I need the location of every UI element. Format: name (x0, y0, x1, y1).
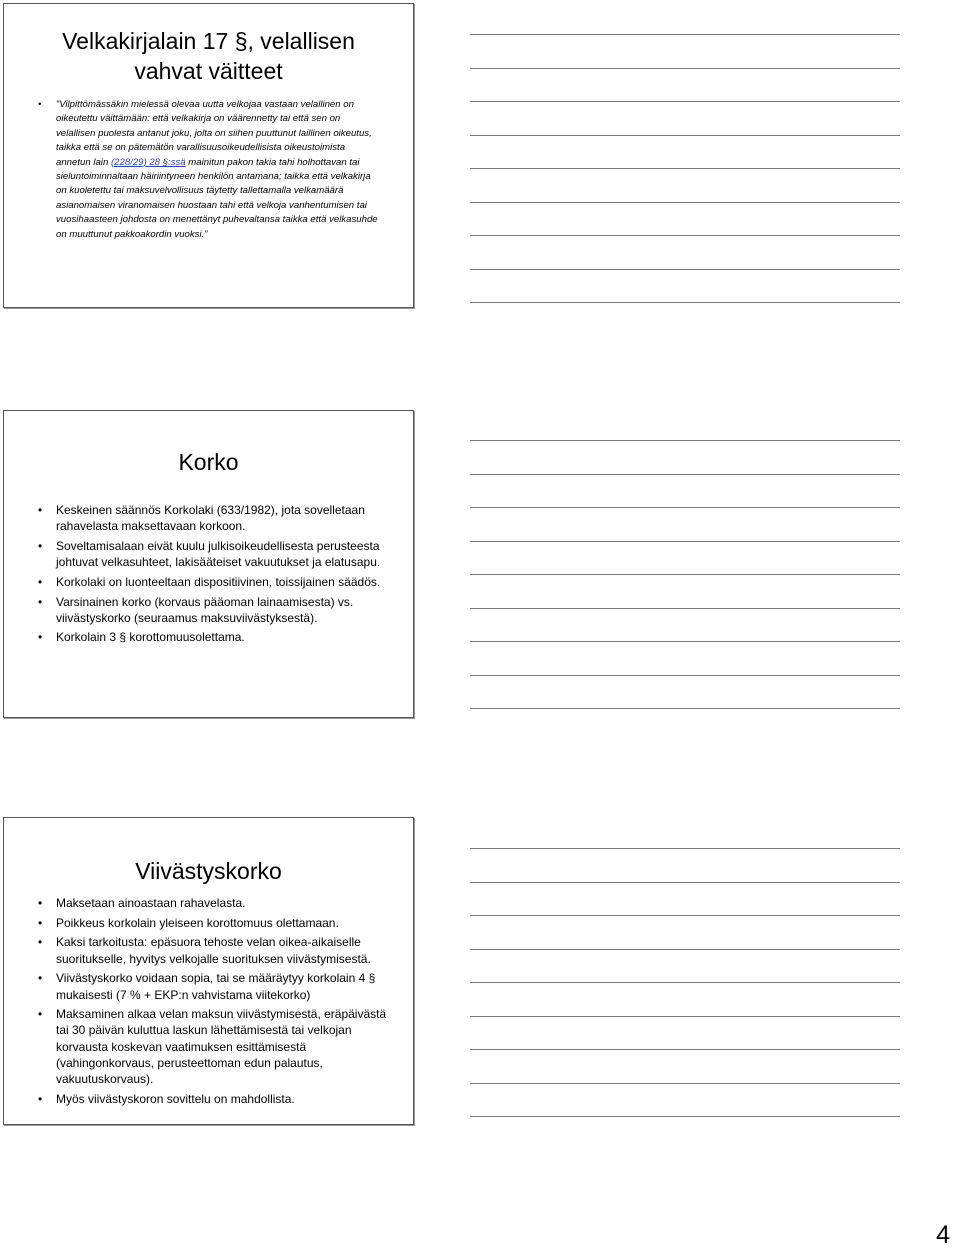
note-line (470, 474, 900, 475)
note-line (470, 1016, 900, 1017)
note-line (470, 101, 900, 102)
slide-title: Viivästyskorko (135, 858, 282, 884)
slide-korko (3, 410, 414, 718)
list-item: • Maksetaan ainoastaan rahavelasta. (34, 895, 389, 911)
list-item: • Korkolain 3 § korottomuusolettama. (34, 629, 389, 645)
bullet-list (34, 895, 389, 1110)
note-line (470, 202, 900, 203)
list-item: • Korkolaki on luonteeltaan dispositiivinen, toissijainen säädös. (34, 574, 389, 590)
note-line (470, 915, 900, 916)
note-line (470, 949, 900, 950)
note-line (470, 882, 900, 883)
note-line (470, 440, 900, 441)
list-item (34, 98, 382, 242)
list-item: • Kaksi tarkoitusta: epäsuora tehoste velan oikea-aikaiselle suoritukselle, hyvitys velkojalle suorituksen viivästymisestä. (34, 934, 389, 966)
list-item: • Poikkeus korkolain yleiseen korottomuus olettamaan. (34, 915, 389, 931)
note-line (470, 1049, 900, 1050)
note-line (470, 34, 900, 35)
note-line (470, 982, 900, 983)
note-line (470, 235, 900, 236)
list-item: • Viivästyskorko voidaan sopia, tai se määräytyy korkolain 4 § mukaisesti (7 % + EKP:n vahvistama viitekorko) (34, 970, 389, 1002)
note-line (470, 269, 900, 270)
quote-text-start: ”Vilpittömässäkin mielessä olevaa uutta velkojaa vastaan velallinen on oikeutettu väittämään: että velkakirja on väärennetty tai että sen on velallisen puolesta antanut joku, jolta on siihen puuttunut laillinen oikeutus, taikka että se on pätemätön varallisuusoikeudellisista oikeustoimista annetun lain (56, 99, 372, 168)
slide-title-line-1: Velkakirjalain 17 §, velallisen (62, 28, 355, 54)
list-item: • Myös viivästyskoron sovittelu on mahdollista. (34, 1091, 389, 1107)
notes-lines-2 (470, 440, 900, 709)
page-number: 4 (936, 1221, 950, 1249)
note-line (470, 708, 900, 709)
note-line (470, 168, 900, 169)
list-item: • Varsinainen korko (korvaus pääoman lainaamisesta) vs. viivästyskorko (seuraamus maksuviivästyksestä). (34, 594, 389, 626)
note-line (470, 68, 900, 69)
notes-lines-3 (470, 848, 900, 1117)
note-line (470, 1083, 900, 1084)
note-line (470, 302, 900, 303)
bullet-list (34, 502, 389, 649)
notes-lines-1 (470, 34, 900, 303)
note-line (470, 1116, 900, 1117)
law-reference-link[interactable]: (228/29) 28 §:ssä (110, 156, 186, 168)
note-line (470, 507, 900, 508)
note-line (470, 574, 900, 575)
slide-title: Korko (178, 449, 239, 475)
slide-viivastyskorko (3, 817, 414, 1125)
list-item: • Maksaminen alkaa velan maksun viivästymisestä, eräpäivästä tai 30 päivän kuluttua laskun lähettämisestä tai velkojan korvausta koskevan vaatimuksen esittämisestä (vahingonkorvaus, perusteettoman edun palautus, vakuutuskorvaus). (34, 1006, 389, 1087)
note-line (470, 608, 900, 609)
slide-velkakirjalain-17 (3, 3, 414, 308)
note-line (470, 675, 900, 676)
note-line (470, 848, 900, 849)
note-line (470, 541, 900, 542)
list-item: • Keskeinen säännös Korkolaki (633/1982), jota sovelletaan rahavelasta maksettavaan korkoon. (34, 502, 389, 534)
note-line (470, 641, 900, 642)
bullet-list (34, 98, 382, 242)
quote-text-end: mainitun pakon takia tahi holhottavan tai sieluntoiminnaltaan häiriintyneen henkilön antamana; taikka että velkakirja on kuoletettu tai maksuvelvollisuus täytetty tallettamalla velkamäärä asianomaisen viranomaisen huostaan tahi että velkoja vanhentumisen tai vuosihaasteen johdosta on menettänyt puhevaltansa taikka että velkasuhde on muuttunut pakkoakordin vuoksi.” (56, 156, 378, 240)
list-item: • Soveltamisalaan eivät kuulu julkisoikeudellisesta perusteesta johtuvat velkasuhteet, lakisääteiset vakuutukset ja elatusapu. (34, 538, 389, 570)
slide-title (4, 26, 413, 86)
slide-title-line-2: vahvat väitteet (134, 58, 283, 84)
note-line (470, 135, 900, 136)
